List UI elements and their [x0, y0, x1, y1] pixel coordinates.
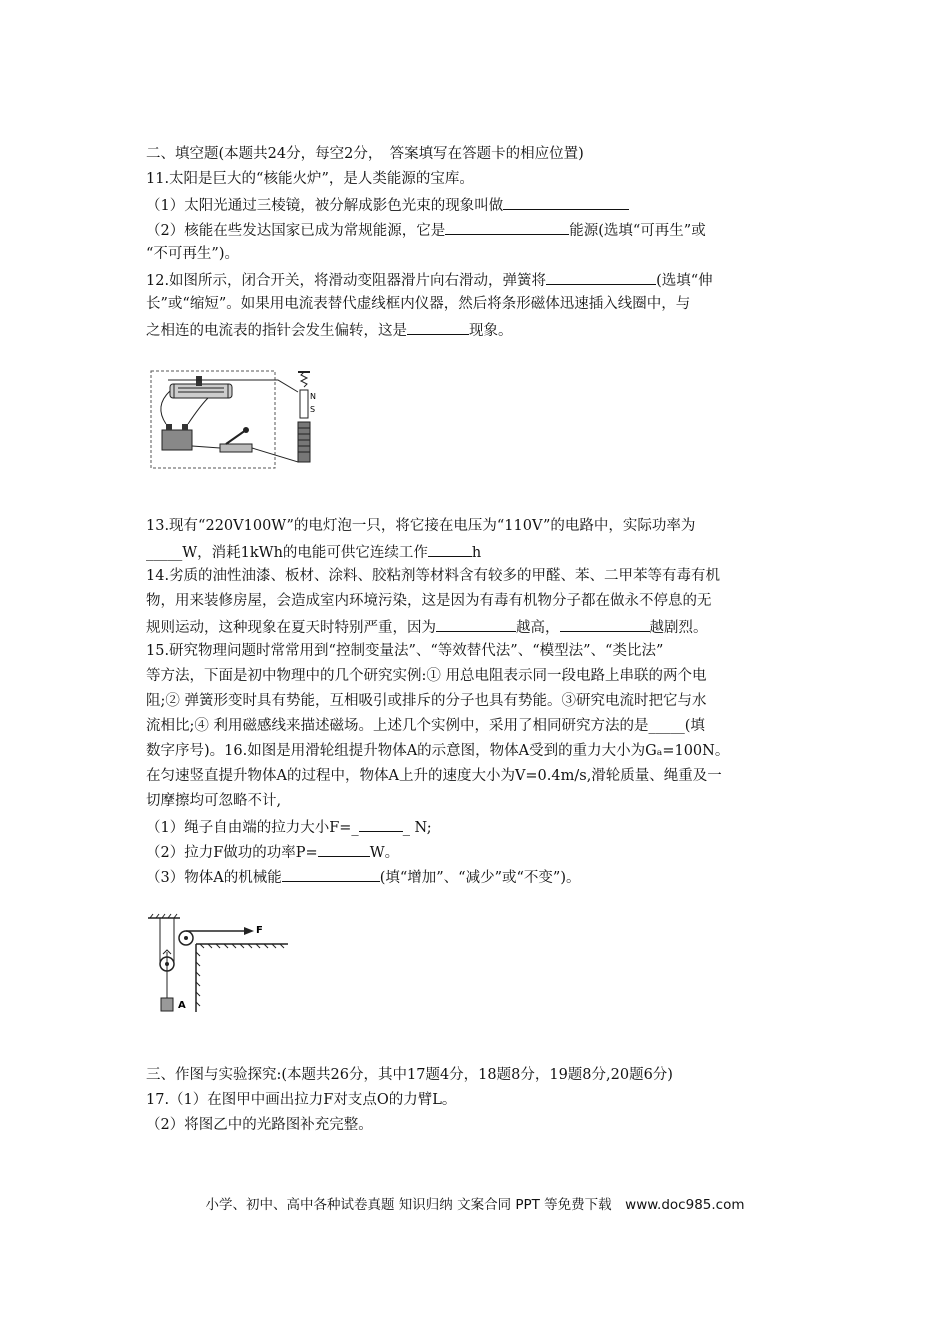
section-3-header: 三、作图与实验探究:(本题共26分，其中17题4分，18题8分，19题8分,20题6分)	[146, 1067, 673, 1083]
q16-part3	[146, 869, 581, 886]
q16-part1	[146, 819, 432, 836]
answer-blank[interactable]	[445, 222, 569, 235]
q15-line4: 流相比;④ 利用磁感线来描述磁场。上述几个实例中，采用了相同研究方法的是_____(填	[146, 718, 705, 734]
q14-line3-suffix: 越剧烈。	[649, 620, 708, 636]
q14-line3-mid: 越高，	[516, 620, 560, 636]
q12-line2: 长”或“缩短”。如果用电流表替代虚线框内仪器，然后将条形磁体迅速插入线圈中，与	[146, 296, 691, 312]
q14-line3-text: 规则运动，这种现象在夏天时特别严重，因为	[146, 620, 436, 636]
magnet-s-label: S	[310, 405, 316, 414]
q13-line1: 13.现有“220V100W”的电灯泡一只，将它接在电压为“110V”的电路中，实际功率为	[146, 518, 696, 534]
q13-line2-text: _____W，消耗1kWh的电能可供它连续工作	[146, 545, 428, 561]
q16-line1: 在匀速竖直提升物体A的过程中，物体A上升的速度大小为V=0.4m/s,滑轮质量、绳重及一	[146, 768, 722, 784]
q15-line1: 15.研究物理问题时常常用到“控制变量法”、“等效替代法”、“模型法”、“类比法”	[146, 643, 664, 659]
q16-part3-suffix: (填“增加”、“减少”或“不变”)。	[379, 870, 581, 886]
q16-pulley-figure	[146, 912, 292, 1016]
q16-part1-suffix: _ N;	[402, 820, 432, 836]
q13-line2	[146, 544, 481, 561]
q11-part2-text: （2）核能在些发达国家已成为常规能源，它是	[146, 223, 446, 239]
q12-line3-text: 之相连的电流表的指针会发生偏转，这是	[146, 323, 407, 339]
q12-line1-text: 12.如图所示，闭合开关，将滑动变阻器滑片向右滑动，弹簧将	[146, 273, 547, 289]
answer-blank[interactable]	[359, 819, 403, 832]
answer-blank[interactable]	[428, 544, 472, 557]
answer-blank[interactable]	[503, 197, 629, 210]
answer-blank[interactable]	[436, 619, 516, 632]
q17-part2: （2）将图乙中的光路图补充完整。	[146, 1117, 373, 1133]
force-f-label: F	[256, 925, 263, 936]
q12-line1-suffix: (选填“伸	[656, 273, 713, 289]
q16-part1-text: （1）绳子自由端的拉力大小F=_	[146, 820, 359, 836]
answer-blank[interactable]	[560, 619, 650, 632]
q11-part2	[146, 222, 706, 239]
q16-line2: 切摩擦均可忽略不计,	[146, 793, 282, 809]
magnet-n-label: N	[310, 392, 316, 401]
q17-part1: 17.（1）在图甲中画出拉力F对支点O的力臂L。	[146, 1092, 457, 1108]
q14-line2: 物，用来装修房屋，会造成室内环境污染，这是因为有毒有机物分子都在做永不停息的无	[146, 593, 712, 609]
q11-part1-text: （1）太阳光通过三棱镜，被分解成影色光束的现象叫做	[146, 198, 504, 214]
q12-line1	[146, 272, 713, 289]
section-2-header: 二、填空题(本题共24分，每空2分， 答案填写在答题卡的相应位置)	[146, 146, 584, 162]
q11-stem: 11.太阳是巨大的“核能火炉”，是人类能源的宝库。	[146, 171, 474, 187]
answer-blank[interactable]	[546, 272, 656, 285]
q14-line1: 14.劣质的油性油漆、板材、涂料、胶粘剂等材料含有较多的甲醛、苯、二甲苯等有毒有机	[146, 568, 721, 584]
q15-line5: 数字序号)。16.如图是用滑轮组提升物体A的示意图，物体A受到的重力大小为Gₐ=100N。	[146, 743, 730, 759]
q11-part2-cont: “不可再生”)。	[146, 246, 239, 262]
q12-line3-suffix: 现象。	[469, 323, 513, 339]
q16-part3-text: （3）物体A的机械能	[146, 870, 282, 886]
q12-line3	[146, 322, 513, 339]
q15-line3: 阻;② 弹簧形变时具有势能，互相吸引或排斥的分子也具有势能。③研究电流时把它与水	[146, 693, 707, 709]
q13-line2-suffix: h	[471, 545, 482, 561]
q15-line2: 等方法，下面是初中物理中的几个研究实例:① 用总电阻表示同一段电路上串联的两个电	[146, 668, 707, 684]
q11-part1	[146, 197, 629, 214]
q16-part2-suffix: W。	[369, 845, 400, 861]
answer-blank[interactable]	[407, 322, 469, 335]
answer-blank[interactable]	[282, 869, 380, 882]
q11-part2-suffix: 能源(选填“可再生”或	[569, 223, 706, 239]
q12-circuit-figure	[148, 366, 323, 472]
q16-part2	[146, 844, 399, 861]
q16-part2-text: （2）拉力F做功的功率P=	[146, 845, 318, 861]
answer-blank[interactable]	[318, 844, 370, 857]
page-footer: 小学、初中、高中各种试卷真题 知识归纳 文案合同 PPT 等免费下载 www.doc985.com	[205, 1197, 745, 1213]
q14-line3	[146, 619, 708, 636]
object-a-label: A	[178, 1000, 186, 1011]
